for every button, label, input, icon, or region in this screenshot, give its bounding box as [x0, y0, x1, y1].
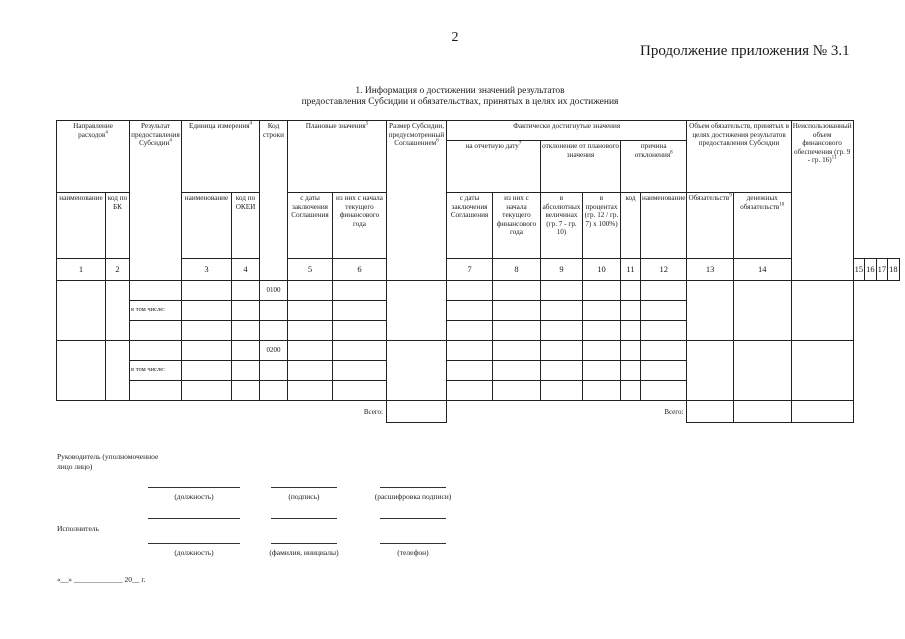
- cell: [733, 281, 791, 341]
- phone-line: [380, 543, 446, 544]
- blank: [57, 401, 333, 423]
- cell-subsidy: [387, 281, 447, 341]
- cell: [583, 381, 621, 401]
- col-number: 11: [621, 259, 641, 281]
- header-deviation: отклонение от планового значения: [541, 141, 621, 193]
- cell: [333, 381, 387, 401]
- col-number: 17: [876, 259, 888, 281]
- cell: [260, 381, 288, 401]
- signature-line: [271, 487, 337, 488]
- col-number: 1: [57, 259, 106, 281]
- header-unused: Неиспользованный объем финансового обеспечения (гр. 9 - гр. 16)$^{11}$: [791, 121, 853, 281]
- col-number: 9: [541, 259, 583, 281]
- col-number: 3: [182, 259, 232, 281]
- position-caption-2: (должность): [174, 548, 214, 557]
- position-caption: (должность): [174, 492, 214, 501]
- cell: [733, 341, 791, 401]
- cell: [541, 281, 583, 301]
- sub-okei-code: код по ОКЕИ: [232, 193, 260, 259]
- cell: [583, 321, 621, 341]
- cell: [232, 361, 260, 381]
- cell: [182, 321, 232, 341]
- cell: [232, 301, 260, 321]
- cell-subsidy: [387, 341, 447, 401]
- col-number: 5: [288, 259, 333, 281]
- header-reason: причина отклонения$^8$: [621, 141, 687, 193]
- cell: [288, 301, 333, 321]
- cell: [182, 301, 232, 321]
- cell: [333, 281, 387, 301]
- header-reporting-date: на отчетную дату$^7$: [447, 141, 541, 193]
- cell: [493, 281, 541, 301]
- col-number: 18: [888, 259, 900, 281]
- cell: [260, 361, 288, 381]
- col-number: 7: [447, 259, 493, 281]
- cell: [541, 301, 583, 321]
- table-row: [57, 281, 900, 301]
- cell: [493, 361, 541, 381]
- cell: [583, 281, 621, 301]
- cell: [493, 301, 541, 321]
- cell: [288, 361, 333, 381]
- cell-result: [130, 341, 182, 361]
- cell: [641, 321, 687, 341]
- sub-reason-name: наименование: [641, 193, 687, 259]
- cell: [288, 321, 333, 341]
- fullname-caption: (фамилия, инициалы): [269, 548, 339, 557]
- cell-unit-name: [182, 281, 232, 301]
- date-line: «__» _____________ 20__ г.: [57, 575, 146, 584]
- cell: [493, 341, 541, 361]
- position-line: [148, 487, 240, 488]
- underline: [380, 518, 446, 519]
- total-row: [57, 401, 900, 423]
- sub-planned-current-year: из них с начала текущего финансового года: [333, 193, 387, 259]
- cell: [447, 281, 493, 301]
- cell: [288, 281, 333, 301]
- sub-unit-name: наименование: [182, 193, 232, 259]
- cell-bk-code: [106, 281, 130, 341]
- cell: [621, 361, 641, 381]
- col-number: 16: [865, 259, 877, 281]
- underline: [271, 518, 337, 519]
- cell: [130, 381, 182, 401]
- cell: [333, 301, 387, 321]
- cell: [288, 381, 333, 401]
- cell: [621, 281, 641, 301]
- header-row-4: [57, 193, 900, 259]
- total-monetary: [733, 401, 791, 423]
- cell: [687, 341, 733, 401]
- header-result: Результат предоставления Субсидии$^4$: [130, 121, 182, 281]
- sub-deviation-percent: в процентах (гр. 12 / гр. 7) x 100%): [583, 193, 621, 259]
- signature-caption: (подпись): [288, 492, 320, 501]
- cell: [333, 341, 387, 361]
- total-subsidy: [387, 401, 447, 423]
- including-label: в том числе:: [130, 361, 182, 381]
- cell-result: [130, 281, 182, 301]
- cell-unit-name: [182, 341, 232, 361]
- cell-direction-name: [57, 281, 106, 341]
- cell: [687, 281, 733, 341]
- cell: [333, 361, 387, 381]
- total-unused: [791, 401, 853, 423]
- header-actual-values: Фактически достигнутые значения: [447, 121, 687, 141]
- decoding-line: [380, 487, 446, 488]
- sub-deviation-absolute: в абсолютных величинах (гр. 7 - гр. 10): [541, 193, 583, 259]
- cell: [447, 361, 493, 381]
- cell: [641, 281, 687, 301]
- report-table: [56, 120, 900, 423]
- cell: [621, 381, 641, 401]
- line-code-0100: 0100: [260, 281, 288, 301]
- total-obligations: [687, 401, 733, 423]
- header-row-1: [57, 121, 900, 141]
- cell: [641, 361, 687, 381]
- sub-actual-since-sign: с даты заключения Соглашения: [447, 193, 493, 259]
- sub-planned-since-sign: с даты заключения Соглашения: [288, 193, 333, 259]
- cell: [621, 321, 641, 341]
- col-number: 6: [333, 259, 387, 281]
- col-number: 8: [493, 259, 541, 281]
- header-line-code: Код строки: [260, 121, 288, 281]
- cell-okei: [232, 341, 260, 361]
- cell: [641, 381, 687, 401]
- cell: [182, 381, 232, 401]
- header-unit: Единица измерения$^4$: [182, 121, 260, 193]
- cell: [447, 321, 493, 341]
- cell: [182, 361, 232, 381]
- cell: [791, 281, 853, 341]
- line-code-0200: 0200: [260, 341, 288, 361]
- cell: [541, 381, 583, 401]
- header-subsidy-size: Размер Субсидии, предусмотренный Соглашением$^6$: [387, 121, 447, 281]
- cell: [583, 341, 621, 361]
- header-planned: Плановые значения$^5$: [288, 121, 387, 193]
- underline: [148, 518, 240, 519]
- cell: [621, 341, 641, 361]
- cell: [641, 341, 687, 361]
- col-number: 13: [687, 259, 733, 281]
- cell: [493, 321, 541, 341]
- col-number: 14: [733, 259, 791, 281]
- table-row: [57, 341, 900, 361]
- cell-bk-code: [106, 341, 130, 401]
- cell: [447, 301, 493, 321]
- sub-obligations: Обязательств$^9$: [687, 193, 733, 259]
- sub-bk-code: код по БК: [106, 193, 130, 259]
- col-number: 12: [641, 259, 687, 281]
- cell: [541, 361, 583, 381]
- head-label: Руководитель (уполномоченное лицо лицо): [57, 452, 159, 471]
- cell: [641, 301, 687, 321]
- sub-monetary-obligations: денежных обязательств$^{10}$: [733, 193, 791, 259]
- section-title-line-2: предоставления Субсидии и обязательствах, принятых в целях их достижения: [301, 97, 619, 107]
- col-number: 2: [106, 259, 130, 281]
- sub-direction-name: наименование: [57, 193, 106, 259]
- total-label-left: Всего:: [363, 407, 383, 416]
- total-label-right: Всего:: [664, 407, 684, 416]
- page-number: 2: [451, 30, 459, 45]
- section-title: [180, 86, 740, 108]
- cell: [232, 381, 260, 401]
- cell: [260, 321, 288, 341]
- appendix-continuation-heading: Продолжение приложения № 3.1: [640, 43, 850, 59]
- including-label: в том числе:: [130, 301, 182, 321]
- cell: [130, 321, 182, 341]
- sub-reason-code: код: [621, 193, 641, 259]
- blank: [447, 401, 641, 423]
- executor-label: Исполнитель: [57, 524, 99, 533]
- position-line-2: [148, 543, 240, 544]
- cell: [621, 301, 641, 321]
- phone-caption: (телефон): [397, 548, 429, 557]
- decoding-caption: (расшифровка подписи): [374, 492, 452, 501]
- cell: [583, 361, 621, 381]
- col-number: 10: [583, 259, 621, 281]
- cell: [583, 301, 621, 321]
- cell: [791, 341, 853, 401]
- cell: [541, 321, 583, 341]
- cell: [447, 381, 493, 401]
- cell: [260, 301, 288, 321]
- cell-okei: [232, 281, 260, 301]
- header-obligations: Объем обязательств, принятых в целях достижения результатов предоставления Субсидии: [687, 121, 791, 193]
- col-number: 15: [853, 259, 865, 281]
- cell: [447, 341, 493, 361]
- cell: [288, 341, 333, 361]
- cell: [232, 321, 260, 341]
- sub-actual-current-year: из них с начала текущего финансового года: [493, 193, 541, 259]
- cell: [333, 321, 387, 341]
- col-number: 4: [232, 259, 260, 281]
- cell-direction-name: [57, 341, 106, 401]
- cell: [493, 381, 541, 401]
- cell: [541, 341, 583, 361]
- column-numbers-row: [57, 259, 900, 281]
- header-direction: Направление расходов$^4$: [57, 121, 130, 193]
- fullname-line: [271, 543, 337, 544]
- section-title-line-1: 1. Информация о достижении значений результатов: [355, 86, 565, 96]
